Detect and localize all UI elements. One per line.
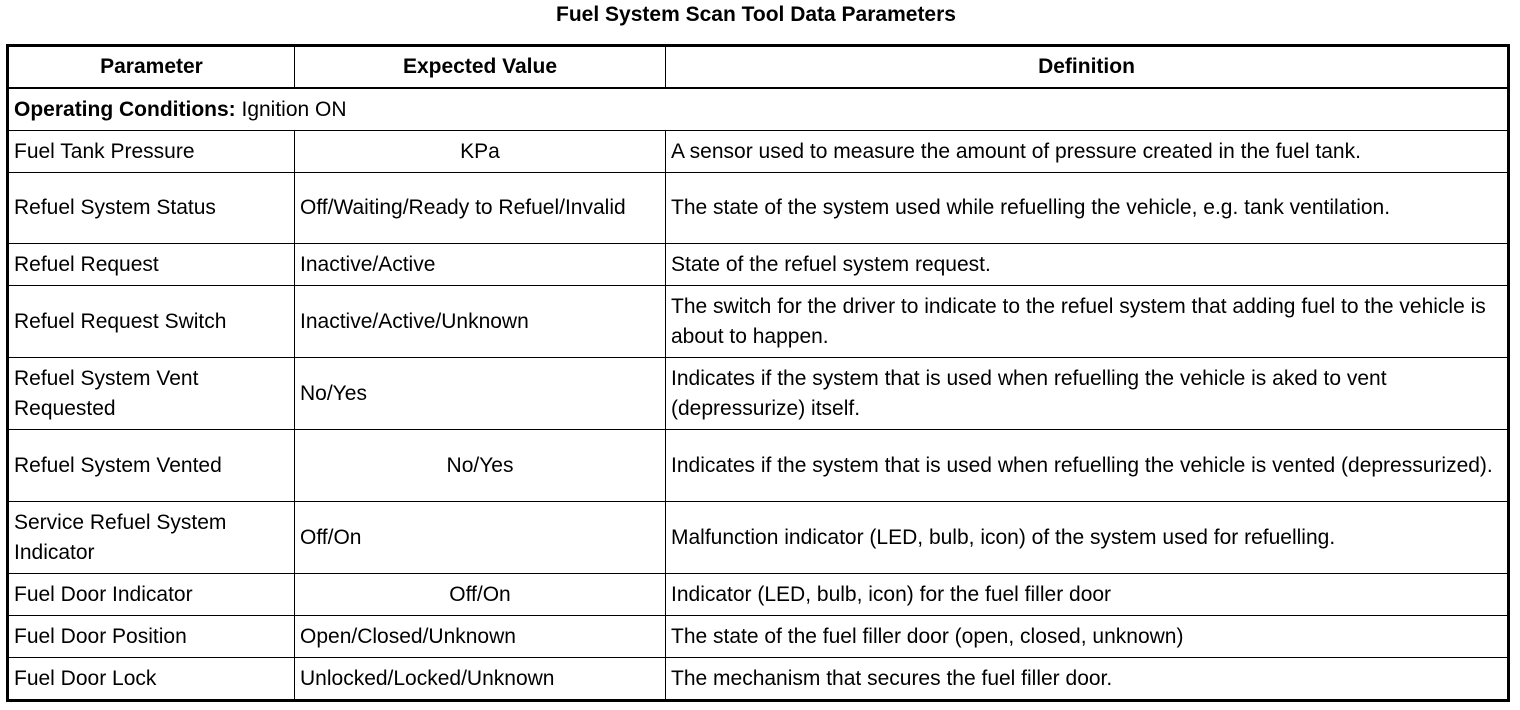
operating-conditions-cell (8, 88, 1509, 131)
parameter-cell: Service Refuel System Indicator (8, 502, 295, 574)
definition-cell: A sensor used to measure the amount of pressure created in the fuel tank. (666, 131, 1509, 173)
table-row (8, 173, 1509, 244)
table-row (8, 574, 1509, 616)
parameter-cell: Refuel System Vent Requested (8, 358, 295, 430)
expected-value-cell: Off/On (295, 502, 666, 574)
parameter-cell: Refuel Request (8, 244, 295, 286)
parameter-cell: Fuel Tank Pressure (8, 131, 295, 173)
parameter-cell: Refuel Request Switch (8, 286, 295, 358)
definition-cell: Malfunction indicator (LED, bulb, icon) of the system used for refuelling. (666, 502, 1509, 574)
table-row (8, 286, 1509, 358)
expected-value-cell: No/Yes (295, 430, 666, 502)
expected-value-cell: No/Yes (295, 358, 666, 430)
definition-cell: Indicates if the system that is used when refuelling the vehicle is aked to vent (depressurize) itself. (666, 358, 1509, 430)
expected-value-cell: Open/Closed/Unknown (295, 616, 666, 658)
definition-cell: The state of the fuel filler door (open, closed, unknown) (666, 616, 1509, 658)
header-expected-value: Expected Value (295, 46, 666, 89)
parameter-cell: Refuel System Vented (8, 430, 295, 502)
expected-value-cell: KPa (295, 131, 666, 173)
table-row (8, 244, 1509, 286)
scan-data-table (6, 44, 1510, 702)
expected-value-cell: Inactive/Active (295, 244, 666, 286)
parameter-cell: Refuel System Status (8, 173, 295, 244)
table-row (8, 616, 1509, 658)
page-title: Fuel System Scan Tool Data Parameters (556, 3, 956, 26)
parameter-cell: Fuel Door Indicator (8, 574, 295, 616)
parameter-cell: Fuel Door Lock (8, 658, 295, 701)
definition-cell: The switch for the driver to indicate to the refuel system that adding fuel to the vehicle is about to happen. (666, 286, 1509, 358)
expected-value-cell: Unlocked/Locked/Unknown (295, 658, 666, 701)
parameter-cell: Fuel Door Position (8, 616, 295, 658)
table-row (8, 658, 1509, 701)
header-definition: Definition (666, 46, 1509, 89)
operating-conditions-row (8, 88, 1509, 131)
definition-cell: The state of the system used while refuelling the vehicle, e.g. tank ventilation. (666, 173, 1509, 244)
header-parameter: Parameter (8, 46, 295, 89)
table-row (8, 131, 1509, 173)
operating-conditions-label: Operating Conditions: (14, 97, 236, 121)
expected-value-cell: Off/On (295, 574, 666, 616)
table-row (8, 430, 1509, 502)
operating-conditions-value: Ignition ON (235, 97, 347, 121)
table-header-row (8, 46, 1509, 89)
expected-value-cell: Inactive/Active/Unknown (295, 286, 666, 358)
table-row (8, 358, 1509, 430)
definition-cell: State of the refuel system request. (666, 244, 1509, 286)
definition-cell: Indicator (LED, bulb, icon) for the fuel filler door (666, 574, 1509, 616)
definition-cell: Indicates if the system that is used when refuelling the vehicle is vented (depressurized). (666, 430, 1509, 502)
table-row (8, 502, 1509, 574)
expected-value-cell: Off/Waiting/Ready to Refuel/Invalid (295, 173, 666, 244)
definition-cell: The mechanism that secures the fuel filler door. (666, 658, 1509, 701)
